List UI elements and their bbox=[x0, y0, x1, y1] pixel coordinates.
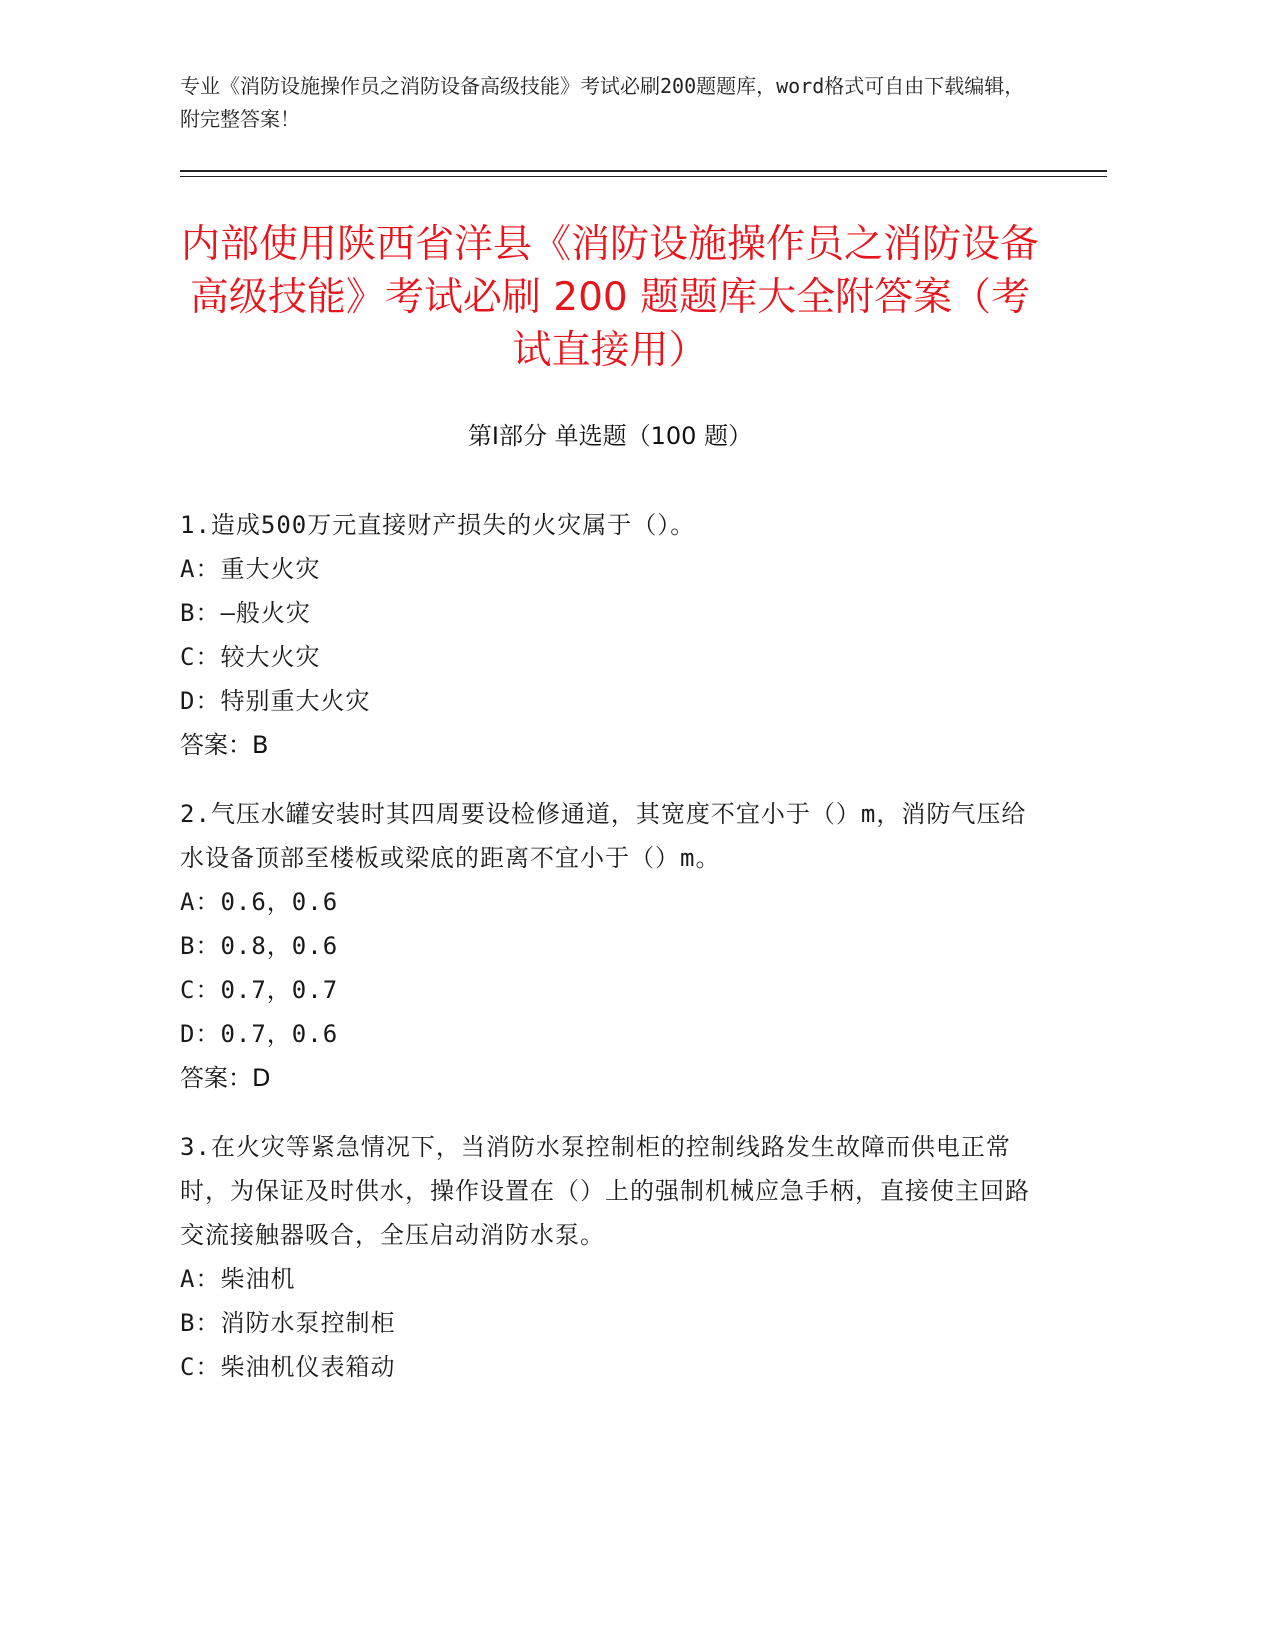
option-a: A：0.6，0.6 bbox=[180, 888, 339, 916]
option-d: D：特别重大火灾 bbox=[180, 687, 371, 715]
question-stem: 2.气压水罐安装时其四周要设检修通道，其宽度不宜小于（）m，消防气压给水设备顶部至楼板或梁底的距离不宜小于（）m。 bbox=[180, 800, 1027, 872]
question-1 bbox=[180, 503, 1030, 767]
question-stem: 3.在火灾等紧急情况下，当消防水泵控制柜的控制线路发生故障而供电正常时，为保证及时供水，操作设置在（）上的强制机械应急手柄，直接使主回路交流接触器吸合，全压启动消防水泵。 bbox=[180, 1133, 1030, 1249]
option-c: C：较大火灾 bbox=[180, 643, 321, 671]
option-d: D：0.7，0.6 bbox=[180, 1020, 339, 1048]
option-a: A：柴油机 bbox=[180, 1265, 296, 1293]
header-note: 专业《消防设施操作员之消防设备高级技能》考试必刷200题题库，word格式可自由下载编辑，附完整答案！ bbox=[180, 74, 1025, 131]
question-2 bbox=[180, 792, 1030, 1100]
answer: 答案：D bbox=[180, 1064, 271, 1092]
document-title: 内部使用陕西省洋县《消防设施操作员之消防设备高级技能》考试必刷 200 题题库大全附答案（考试直接用） bbox=[180, 222, 1039, 373]
section-title: 第Ⅰ部分 单选题（100 题） bbox=[467, 422, 753, 450]
option-b: B：消防水泵控制柜 bbox=[180, 1309, 396, 1337]
option-b: B：0.8，0.6 bbox=[180, 932, 339, 960]
option-a: A：重大火灾 bbox=[180, 555, 321, 583]
option-c: C：柴油机仪表箱动 bbox=[180, 1353, 396, 1381]
answer: 答案：B bbox=[180, 731, 269, 759]
header-divider bbox=[180, 170, 1107, 172]
option-c: C：0.7，0.7 bbox=[180, 976, 339, 1004]
header-divider-thin bbox=[180, 176, 1107, 177]
question-list bbox=[180, 503, 1030, 1414]
question-stem: 1.造成500万元直接财产损失的火灾属于（）。 bbox=[180, 511, 696, 539]
question-3 bbox=[180, 1125, 1030, 1389]
option-b: B：—般火灾 bbox=[180, 599, 311, 627]
